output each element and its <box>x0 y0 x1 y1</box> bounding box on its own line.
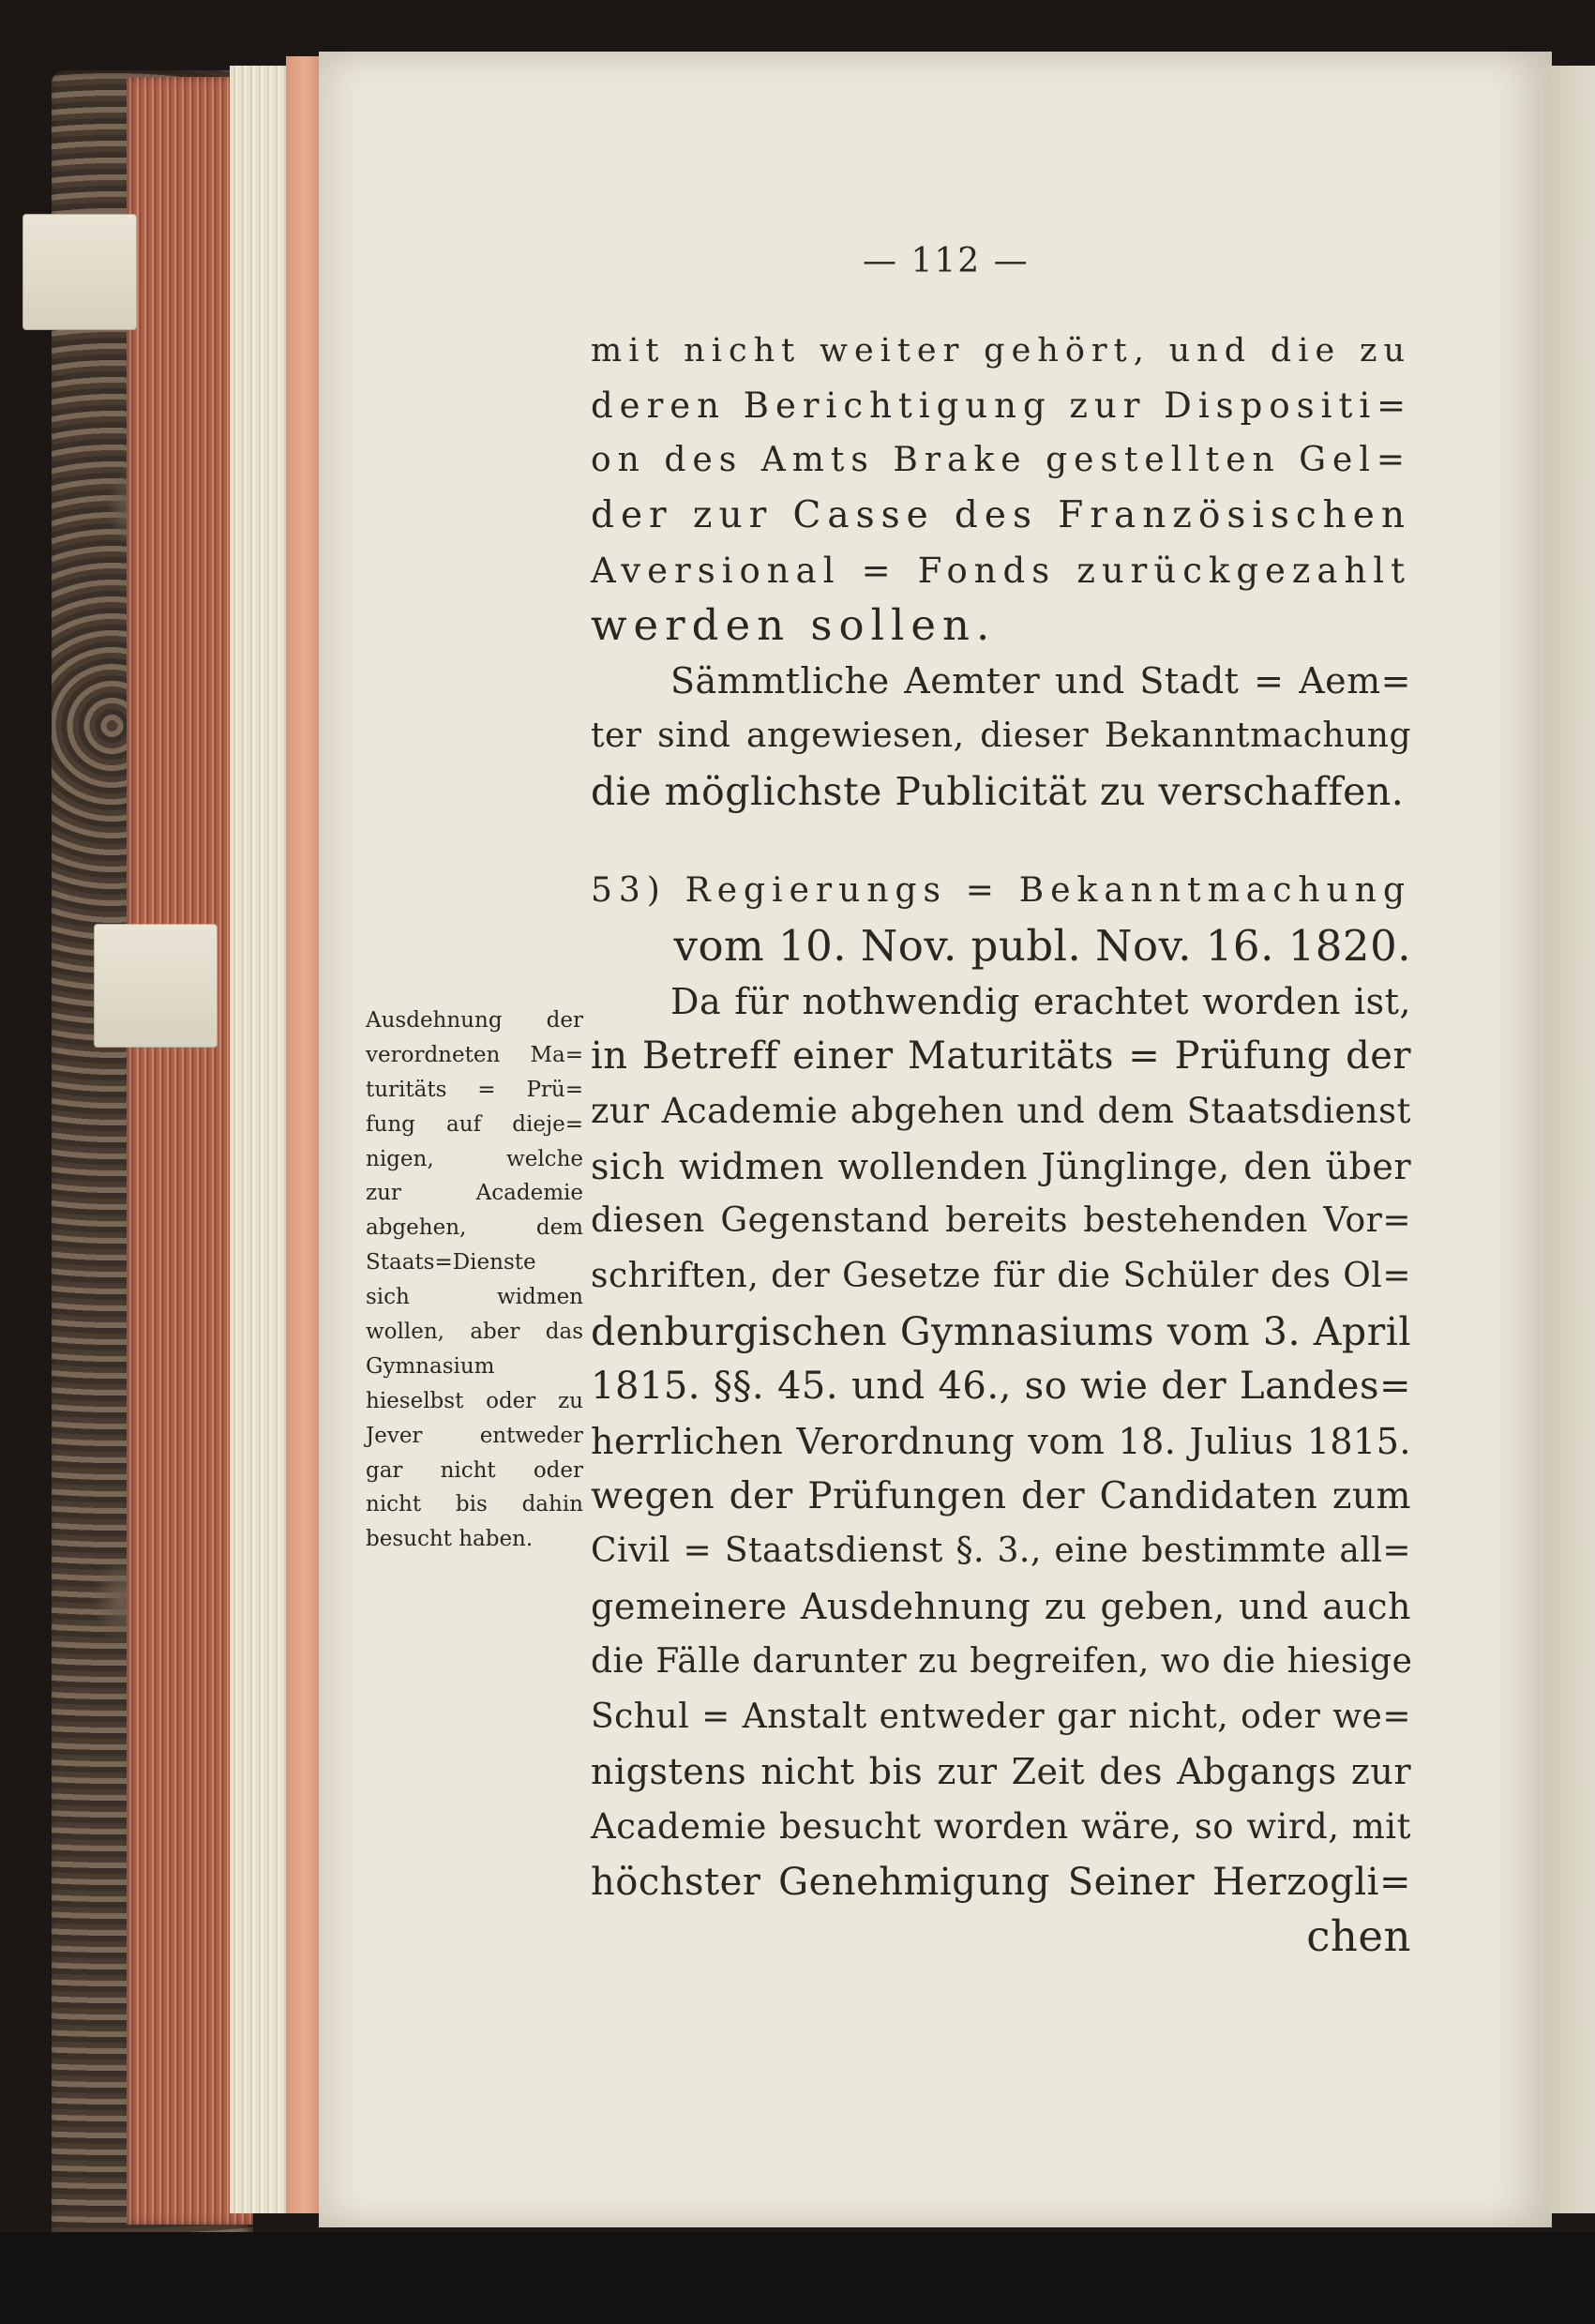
margin-note-line: nigen, welche <box>366 1146 583 1171</box>
text-line: in Betreff einer Maturitäts = Prüfung der <box>591 1034 1411 1079</box>
margin-note-line: Ausdehnung der <box>366 1008 583 1033</box>
text-line: zur Academie abgehen und dem Staatsdienst <box>591 1090 1411 1131</box>
text-line: gemeinere Ausdehnung zu geben, und auch <box>591 1586 1411 1628</box>
text-line: Sämmtliche Aemter und Stadt = Aem= <box>670 660 1411 702</box>
margin-note <box>366 1004 583 1557</box>
text-line: die möglichste Publicität zu verschaffen. <box>591 768 1405 814</box>
catchword: chen <box>1306 1911 1411 1962</box>
margin-note-line: wollen, aber das <box>366 1320 583 1345</box>
heading-line: vom 10. Nov. publ. Nov. 16. 1820. <box>673 920 1411 971</box>
page-number: — 112 — <box>863 242 1030 280</box>
background-bottom <box>0 2232 1595 2324</box>
text-line: Da für nothwendig erachtet worden ist, <box>670 980 1411 1022</box>
text-line: on des Amts Brake gestellten Gel= <box>591 441 1411 480</box>
margin-note-line: verordneten Ma= <box>366 1042 583 1067</box>
text-line: werden sollen. <box>591 600 997 651</box>
heading-line: 53) Regierungs = Bekanntmachung <box>591 871 1411 911</box>
margin-note-line: sich widmen <box>366 1285 583 1310</box>
section-heading <box>591 864 1411 973</box>
text-line: deren Berichtigung zur Dispositi= <box>591 385 1413 426</box>
text-line: höchster Genehmigung Seiner Herzogli= <box>591 1860 1411 1904</box>
text-line: Aversional = Fonds zurückgezahlt <box>591 550 1411 591</box>
margin-note-line: abgehen, dem <box>366 1215 583 1241</box>
paragraph-1 <box>591 324 1411 654</box>
text-line: wegen der Prüfungen der Candidaten zum <box>591 1474 1411 1517</box>
text-line: Academie besucht worden wäre, so wird, mit <box>591 1805 1411 1847</box>
text-line: sich widmen wollenden Jünglinge, den über <box>591 1145 1411 1187</box>
main-text <box>591 324 1411 1965</box>
text-line: Schul = Anstalt entweder gar nicht, oder we= <box>591 1697 1411 1736</box>
margin-note-line: Gymnasium <box>366 1353 495 1379</box>
margin-note-line: zur Academie <box>366 1181 583 1206</box>
text-line: schriften, der Gesetze für die Schüler des Ol= <box>591 1257 1411 1295</box>
margin-note-line: hieselbst oder zu <box>366 1388 583 1413</box>
paragraph-3 <box>591 974 1411 1965</box>
text-line: die Fälle darunter zu begreifen, wo die hiesige <box>591 1641 1413 1681</box>
margin-note-line: Jever entweder <box>366 1423 583 1448</box>
margin-note-line: turitäts = Prü= <box>366 1077 583 1102</box>
facing-page-edge <box>1547 66 1595 2213</box>
bookmark-tab-upper <box>23 214 137 330</box>
text-line: 1815. §§. 45. und 46., so wie der Landes= <box>591 1365 1411 1409</box>
text-line: Civil = Staatsdienst §. 3., eine bestimmte all= <box>591 1532 1411 1571</box>
margin-note-line: Staats=Dienste <box>366 1250 536 1275</box>
text-line: diesen Gegenstand bereits bestehenden Vor= <box>591 1201 1411 1241</box>
margin-note-line: besucht haben. <box>366 1527 534 1552</box>
text-line: ter sind angewiesen, dieser Bekanntmachung <box>591 716 1411 755</box>
margin-note-line: fung auf dieje= <box>366 1111 583 1137</box>
bookmark-tab-lower <box>94 924 218 1048</box>
margin-note-line: nicht bis dahin <box>366 1492 583 1517</box>
page-fold <box>286 56 324 2213</box>
text-line: denburgischen Gymnasiums vom 3. April <box>591 1308 1411 1354</box>
margin-note-line: gar nicht oder <box>366 1457 583 1483</box>
text-line: nigstens nicht bis zur Zeit des Abgangs zur <box>591 1751 1411 1793</box>
text-line: herrlichen Verordnung vom 18. Julius 1815. <box>591 1421 1411 1463</box>
text-line: mit nicht weiter gehört, und die zu <box>591 332 1411 370</box>
text-line: der zur Casse des Französischen <box>591 494 1411 537</box>
paragraph-2 <box>591 654 1411 819</box>
